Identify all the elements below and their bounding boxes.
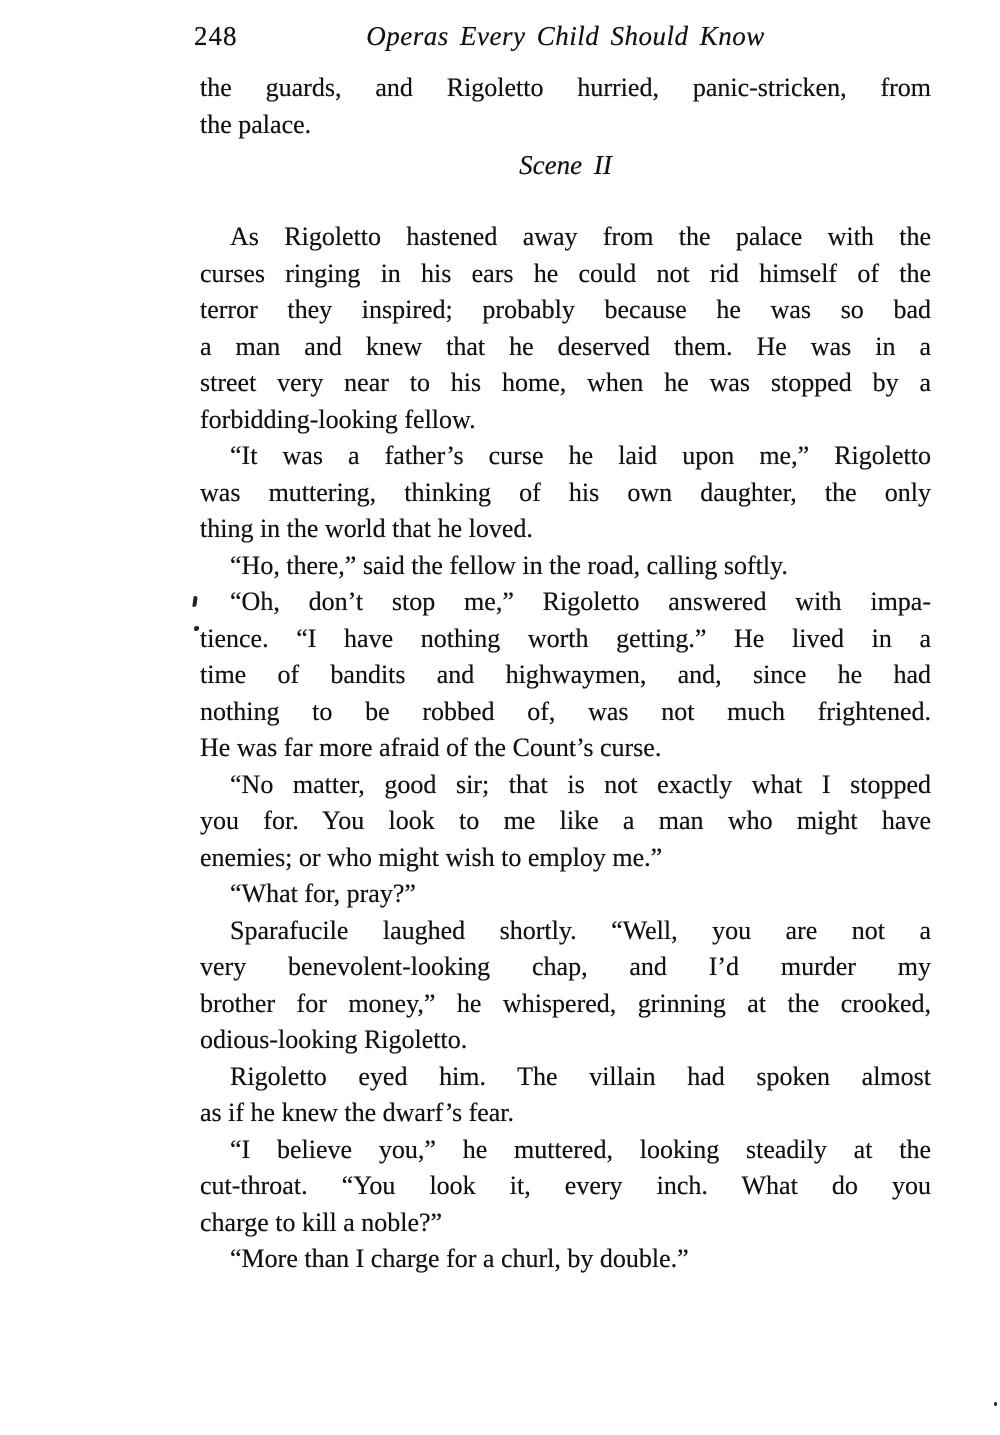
text-line: “No matter, good sir; that is not exactly what I stopped (230, 769, 931, 799)
text-line: enemies; or who might wish to employ me.” (200, 842, 663, 872)
text-line: brother for money,” he whispered, grinning at the crooked, (200, 988, 931, 1018)
scene-heading: Scene II (519, 150, 612, 180)
text-line: “Ho, there,” said the fellow in the road, calling softly. (230, 550, 788, 580)
paragraph (200, 913, 931, 1059)
text-line: He was far more afraid of the Count’s curse. (200, 733, 662, 762)
text-line: the guards, and Rigoletto hurried, panic-stricken, from (200, 73, 931, 102)
text-line: “More than I charge for a churl, by double.” (230, 1244, 689, 1273)
text-line: nothing to be robbed of, was not much frightened. (200, 696, 931, 726)
page-number: 248 (194, 21, 238, 51)
text-line: very benevolent-looking chap, and I’d murder my (200, 952, 931, 981)
text-line: cut-throat. “You look it, every inch. What do you (200, 1171, 931, 1200)
text-line: As Rigoletto hastened away from the palace with the (230, 222, 931, 251)
scan-artifact (194, 626, 199, 631)
text-line: curses ringing in his ears he could not rid himself of the (200, 258, 931, 288)
text-line: was muttering, thinking of his own daughter, the only (200, 477, 931, 507)
text-line: forbidding-looking fellow. (200, 404, 476, 434)
text-line: “Oh, don’t stop me,” Rigoletto answered with impa- (230, 587, 931, 616)
paragraph (200, 219, 931, 438)
paragraph (200, 1059, 931, 1132)
text-line: time of bandits and highwaymen, and, since he had (200, 660, 931, 689)
text-line: a man and knew that he deserved them. He was in a (200, 331, 931, 361)
scan-artifact (192, 596, 197, 607)
scan-artifact (994, 1402, 997, 1406)
text-line: street very near to his home, when he was stopped by a (200, 368, 931, 397)
text-line: as if he knew the dwarf’s fear. (200, 1098, 515, 1127)
text-line: Sparafucile laughed shortly. “Well, you are not a (230, 915, 931, 945)
text-line: “It was a father’s curse he laid upon me,” Rigoletto (230, 441, 931, 470)
text-line: “I believe you,” he muttered, looking steadily at the (230, 1134, 931, 1164)
paragraph (200, 548, 931, 585)
continuation-paragraph-slot (200, 70, 931, 143)
text-line: the palace. (200, 109, 312, 139)
paragraph (200, 70, 931, 143)
paragraph (200, 1241, 931, 1278)
page-text (200, 70, 931, 1278)
running-title: Operas Every Child Should Know (366, 21, 765, 51)
text-line: you for. You look to me like a man who might have (200, 806, 931, 835)
text-line: tience. “I have nothing worth getting.” He lived in a (200, 623, 931, 653)
text-line: “What for, pray?” (230, 879, 416, 908)
text-column (194, 16, 931, 1278)
text-line: charge to kill a noble?” (200, 1207, 443, 1237)
text-line: odious-looking Rigoletto. (200, 1025, 468, 1054)
paragraph (200, 1132, 931, 1242)
paragraphs-container (200, 219, 931, 1278)
paragraph (200, 584, 931, 767)
page-header (194, 16, 931, 56)
text-line: terror they inspired; probably because he was so bad (200, 295, 931, 324)
paragraph (200, 767, 931, 877)
paragraph (200, 438, 931, 548)
text-line: thing in the world that he loved. (200, 514, 533, 543)
text-line: Rigoletto eyed him. The villain had spoken almost (230, 1061, 931, 1091)
paragraph (200, 876, 931, 913)
